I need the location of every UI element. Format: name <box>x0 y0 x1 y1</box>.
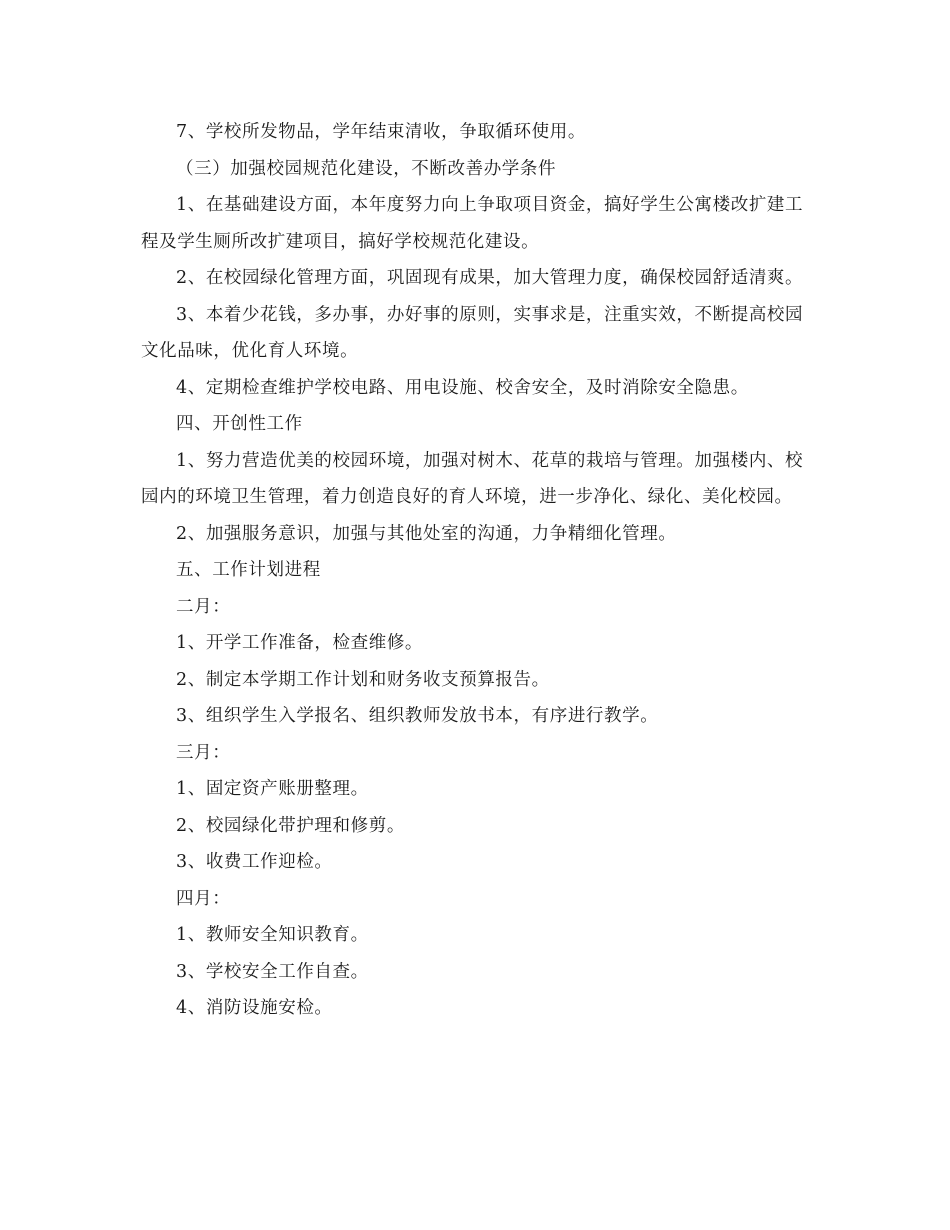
paragraph-service-awareness: 2、加强服务意识，加强与其他处室的沟通，力争精细化管理。 <box>176 523 677 544</box>
list-item: 3、学校安全工作自查。 <box>176 961 369 982</box>
list-item: 4、消防设施安检。 <box>176 998 333 1018</box>
list-item: 2、制定本学期工作计划和财务收支预算报告。 <box>176 669 550 690</box>
section-heading-work-schedule: 五、工作计划进程 <box>176 560 321 580</box>
list-item: 3、收费工作迎检。 <box>176 852 333 872</box>
paragraph-infrastructure: 1、在基础建设方面，本年度努力向上争取项目资金，搞好学生公寓楼改扩建工程及学生厕所改扩建项目，搞好学校规范化建设。 <box>141 195 804 252</box>
section-heading-campus-standardization: （三）加强校园规范化建设，不断改善办学条件 <box>176 158 557 179</box>
paragraph-item-7-recycle: 7、学校所发物品，学年结束清收，争取循环使用。 <box>176 122 586 142</box>
document-body <box>141 114 811 1027</box>
list-item: 3、组织学生入学报名、组织教师发放书本，有序进行教学。 <box>176 706 659 726</box>
list-item: 1、固定资产账册整理。 <box>176 779 369 799</box>
paragraph-greening: 2、在校园绿化管理方面，巩固现有成果，加大管理力度，确保校园舒适清爽。 <box>176 268 804 288</box>
paragraph-campus-environment: 1、努力营造优美的校园环境，加强对树木、花草的栽培与管理。加强楼内、校园内的环境卫生管理，着力创造良好的育人环境，进一步净化、绿化、美化校园。 <box>141 450 804 507</box>
month-heading-february: 二月： <box>176 596 231 617</box>
month-heading-march: 三月： <box>176 742 231 763</box>
list-item: 1、开学工作准备，检查维修。 <box>176 633 424 653</box>
paragraph-safety-inspection: 4、定期检查维护学校电路、用电设施、校舍安全，及时消除安全隐患。 <box>176 377 749 398</box>
section-heading-innovative-work: 四、开创性工作 <box>176 414 303 434</box>
month-heading-april: 四月： <box>176 888 231 909</box>
list-item: 2、校园绿化带护理和修剪。 <box>176 815 405 836</box>
paragraph-thrift-principle: 3、本着少花钱，多办事，办好事的原则，实事求是，注重实效，不断提高校园文化品味，优化育人环境。 <box>141 304 804 361</box>
list-item: 1、教师安全知识教育。 <box>176 925 369 945</box>
